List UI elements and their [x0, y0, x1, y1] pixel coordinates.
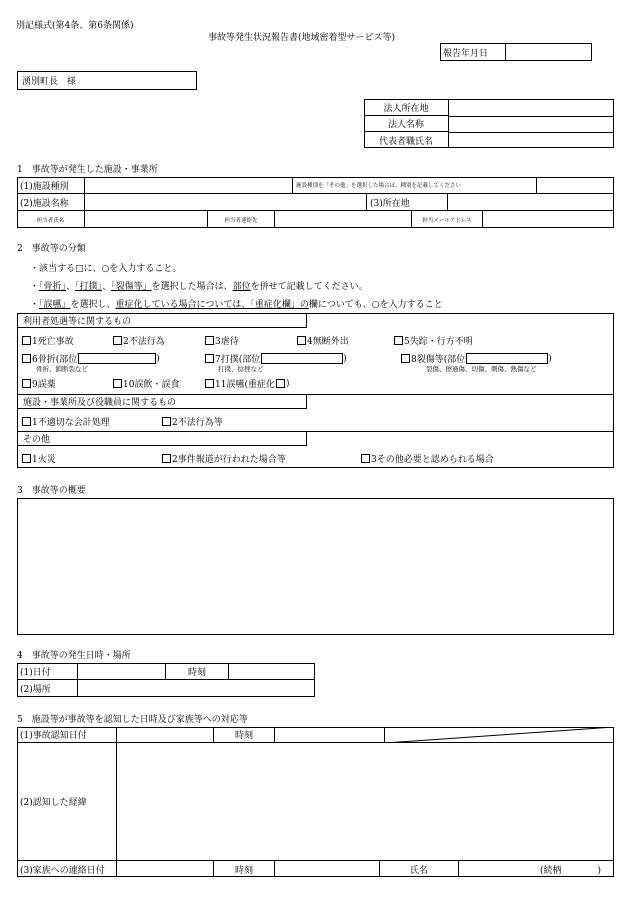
checkbox[interactable]	[22, 379, 31, 388]
checkbox[interactable]	[205, 354, 214, 363]
facility-group-header: 施設・事業所及び役職員に関するもの	[17, 394, 307, 409]
severe-checkbox[interactable]	[276, 379, 285, 388]
facility-type-field[interactable]	[85, 177, 292, 194]
opt-wrong-medication-label: 9誤薬	[32, 380, 56, 390]
report-date-field[interactable]	[507, 44, 591, 60]
opt-aspiration-label: 11誤嚥(重症化	[215, 380, 275, 390]
diagonal-strike	[385, 727, 614, 743]
opt-laceration-label: 8裂傷等(部位	[411, 355, 466, 365]
paren-close: )	[548, 353, 552, 364]
note-2: ・「骨折」、「打撲」、「裂傷等」を選択した場合は、部位を併せて記載してください。	[30, 282, 368, 292]
paren-close: )	[343, 353, 347, 364]
opt-accounting[interactable]	[22, 415, 110, 428]
opt-news[interactable]	[162, 452, 286, 465]
summary-textarea[interactable]	[17, 498, 614, 635]
opt-mis-ingestion-label: 10誤飲・誤食	[123, 380, 180, 390]
occurrence-place-label: (2)場所	[17, 680, 78, 697]
checkbox[interactable]	[361, 454, 370, 463]
opt-other-label: 3その他必要と認められる場合	[371, 455, 494, 465]
page-title: 事故等発生状況報告書(地域密着型サービス等)	[208, 33, 396, 43]
user-group-header: 利用者処遇等に関するもの	[17, 313, 307, 328]
section-4-heading: 4 事故等の発生日時・場所	[17, 651, 131, 661]
facility-type-label: (1)施設種別	[17, 177, 85, 194]
corp-name-label: 法人名称	[364, 116, 449, 132]
opt-aspiration[interactable]	[205, 377, 289, 390]
opt-wandering[interactable]	[297, 334, 349, 347]
checkbox[interactable]	[113, 336, 122, 345]
person-field[interactable]	[85, 211, 207, 228]
process-textarea[interactable]	[117, 743, 614, 861]
person-label: 担当者氏名	[17, 211, 85, 228]
checkbox[interactable]	[22, 354, 31, 363]
family-contact-time-field[interactable]	[275, 861, 379, 877]
recog-date-field[interactable]	[117, 727, 213, 743]
corp-rep-field[interactable]	[450, 133, 612, 147]
opt-death-label: 1死亡事故	[32, 337, 74, 347]
occurrence-date-field[interactable]	[78, 663, 165, 680]
facility-type-note: 施設種別を「その他」を選択した場合は、種別を記載してください	[292, 177, 537, 194]
opt-death[interactable]	[22, 334, 74, 347]
corp-address-label: 法人所在地	[364, 99, 449, 116]
checkbox[interactable]	[22, 336, 31, 345]
opt-fire[interactable]	[22, 452, 56, 465]
paren-close: )	[285, 378, 290, 389]
checkbox[interactable]	[205, 336, 214, 345]
addressee: 湧別町長 様	[17, 71, 197, 90]
bruise-sub: 打撲、捻挫など	[218, 365, 264, 373]
family-contact-time-label: 時刻	[213, 861, 275, 877]
note-1: ・該当する□に、○を入力すること。	[30, 264, 182, 274]
family-contact-label: (3)家族への連絡日付	[17, 861, 117, 877]
opt-illegal-label: 2不法行為	[123, 337, 165, 347]
fracture-sub: 骨折、鎖断裂など	[36, 365, 88, 373]
facility-name-label: (2)施設名称	[17, 194, 85, 211]
report-date-label: 報告年月日	[440, 43, 506, 61]
location-field[interactable]	[448, 194, 614, 211]
contact-field[interactable]	[275, 211, 411, 228]
checkbox[interactable]	[113, 379, 122, 388]
corp-rep-label: 代表者職氏名	[364, 132, 449, 148]
form-reference: 別記様式(第4条、第6条関係)	[16, 21, 134, 31]
opt-missing[interactable]	[394, 334, 473, 347]
opt-illegal-staff-label: 2不法行為等	[172, 418, 223, 428]
checkbox[interactable]	[162, 417, 171, 426]
laceration-sub: 裂傷、擦過傷、切傷、刺傷、熱傷など	[426, 365, 537, 373]
family-name-label: 氏名	[379, 861, 459, 877]
family-contact-date-field[interactable]	[117, 861, 213, 877]
section-1-heading: 1 事故等が発生した施設・事業所	[17, 165, 158, 175]
other-group-header: その他	[17, 431, 307, 446]
corp-address-field[interactable]	[450, 100, 612, 115]
opt-other[interactable]	[361, 452, 494, 465]
opt-fire-label: 1火災	[32, 455, 56, 465]
recog-date-label: (1)事故認知日付	[17, 727, 117, 743]
occurrence-place-field[interactable]	[78, 680, 315, 697]
occurrence-date-label: (1)日付	[17, 663, 78, 680]
process-label: (2)認知した経緯	[17, 743, 117, 861]
section-2-heading: 2 事故等の分類	[17, 244, 86, 254]
recog-time-label: 時刻	[213, 727, 275, 743]
checkbox[interactable]	[205, 379, 214, 388]
fracture-site-input[interactable]	[78, 353, 156, 364]
checkbox[interactable]	[394, 336, 403, 345]
location-label: (3)所在地	[366, 194, 448, 211]
checkbox[interactable]	[22, 417, 31, 426]
opt-wrong-medication[interactable]	[22, 377, 56, 390]
section-3-heading: 3 事故等の概要	[17, 486, 86, 496]
facility-name-field[interactable]	[85, 194, 366, 211]
email-label: 担当メールアドレス	[411, 211, 483, 228]
note-3: ・「誤嚥」を選択し、重症化している場合については、「重症化欄」の欄についても、○を入力すること	[30, 300, 443, 310]
opt-accounting-label: 1不適切な会計処理	[32, 418, 110, 428]
opt-bruise-label: 7打撲(部位	[215, 355, 261, 365]
contact-label: 担当者連絡先	[207, 211, 275, 228]
occurrence-time-label: 時刻	[165, 663, 229, 680]
recog-time-field[interactable]	[275, 727, 385, 743]
checkbox[interactable]	[22, 454, 31, 463]
opt-abuse[interactable]	[205, 334, 239, 347]
checkbox[interactable]	[162, 454, 171, 463]
opt-fracture-label: 6骨折(部位	[32, 355, 78, 365]
opt-wandering-label: 4無断外出	[307, 337, 349, 347]
checkbox[interactable]	[401, 354, 410, 363]
laceration-site-input[interactable]	[466, 353, 548, 364]
section-5-heading: 5 施設等が事故等を認知した日時及び家族等への対応等	[17, 715, 248, 725]
corp-name-field[interactable]	[450, 117, 612, 131]
checkbox[interactable]	[297, 336, 306, 345]
opt-missing-label: 5失踪・行方不明	[404, 337, 473, 347]
opt-abuse-label: 3虐待	[215, 337, 239, 347]
facility-type-other-field[interactable]	[537, 177, 614, 194]
occurrence-time-field[interactable]	[229, 663, 315, 680]
opt-illegal-staff[interactable]	[162, 415, 223, 428]
opt-news-label: 2事件報道が行われた場合等	[172, 455, 286, 465]
bruise-site-input[interactable]	[261, 353, 343, 364]
opt-mis-ingestion[interactable]	[113, 377, 179, 390]
relation-label: (続柄 )	[540, 866, 602, 876]
paren-close: )	[156, 353, 160, 364]
opt-illegal[interactable]	[113, 334, 165, 347]
email-field[interactable]	[483, 211, 614, 228]
